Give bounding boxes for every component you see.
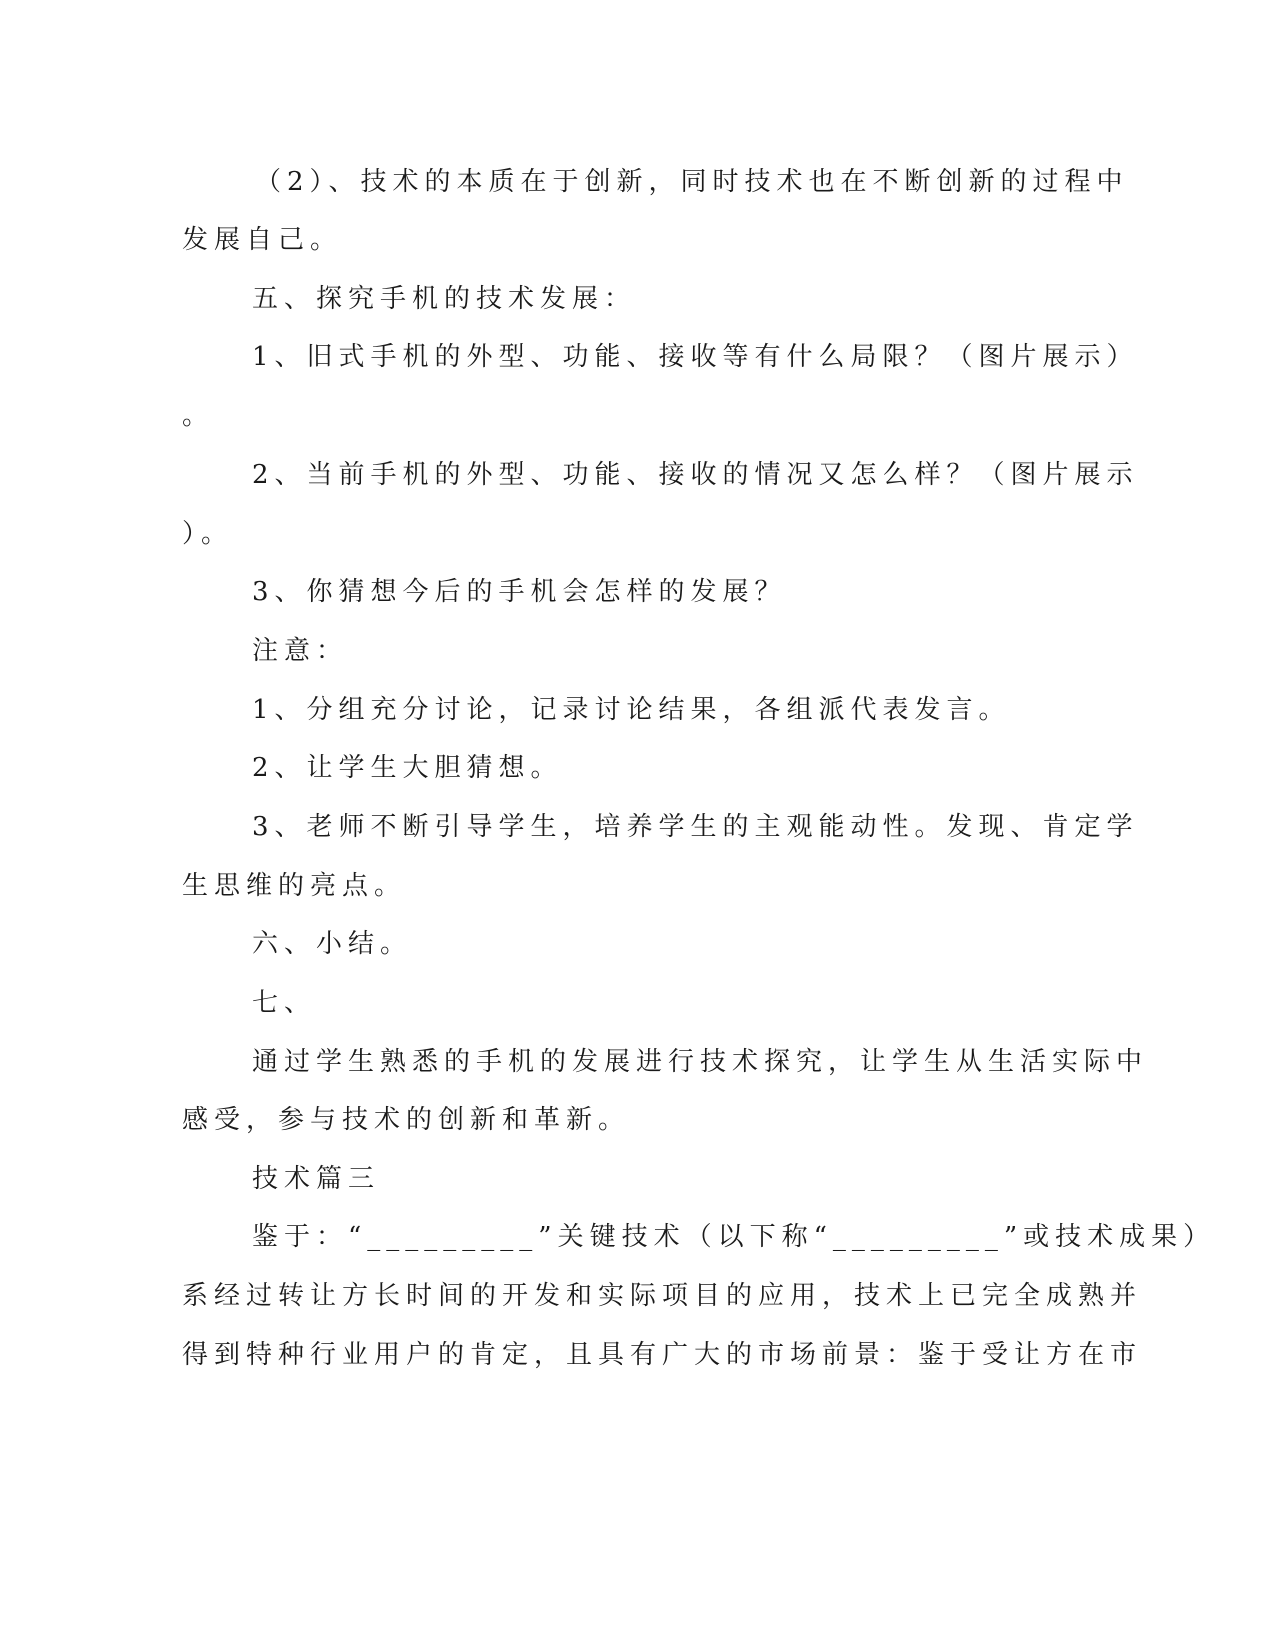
paragraph-line: 得到特种行业用户的肯定，且具有广大的市场前景：鉴于受让方在市 bbox=[182, 1340, 1143, 1370]
section-heading: 技术篇三 bbox=[252, 1164, 381, 1194]
paragraph-line: 生思维的亮点。 bbox=[182, 871, 407, 901]
list-item: 3、老师不断引导学生，培养学生的主观能动性。发现、肯定学 bbox=[252, 812, 1139, 842]
paragraph-line: 发展自己。 bbox=[182, 225, 343, 255]
list-item: 1、旧式手机的外型、功能、接收等有什么局限？（图片展示） bbox=[252, 342, 1139, 372]
list-item: 1、分组充分讨论，记录讨论结果，各组派代表发言。 bbox=[252, 695, 1011, 725]
list-item: 3、你猜想今后的手机会怎样的发展？ bbox=[252, 577, 787, 607]
paragraph-line: 通过学生熟悉的手机的发展进行技术探究，让学生从生活实际中 bbox=[252, 1047, 1149, 1077]
section-heading: 注意： bbox=[252, 636, 349, 666]
paragraph-line: 鉴于：“_________”关键技术（以下称“_________”或技术成果） bbox=[252, 1222, 1216, 1252]
list-item: 2、让学生大胆猜想。 bbox=[252, 753, 563, 783]
paragraph-line: 感受，参与技术的创新和革新。 bbox=[182, 1105, 631, 1135]
paragraph-line: 系经过转让方长时间的开发和实际项目的应用，技术上已完全成熟并 bbox=[182, 1281, 1143, 1311]
section-heading: 五、探究手机的技术发展： bbox=[252, 284, 637, 314]
section-heading: 七、 bbox=[252, 988, 317, 1018]
section-heading: 六、小结。 bbox=[252, 929, 413, 959]
list-item: 2、当前手机的外型、功能、接收的情况又怎么样？（图片展示 bbox=[252, 460, 1139, 490]
paragraph-line: 。 bbox=[182, 401, 215, 431]
paragraph-line: ）。 bbox=[182, 519, 234, 549]
paragraph-line: （2）、技术的本质在于创新，同时技术也在不断创新的过程中 bbox=[255, 167, 1129, 197]
